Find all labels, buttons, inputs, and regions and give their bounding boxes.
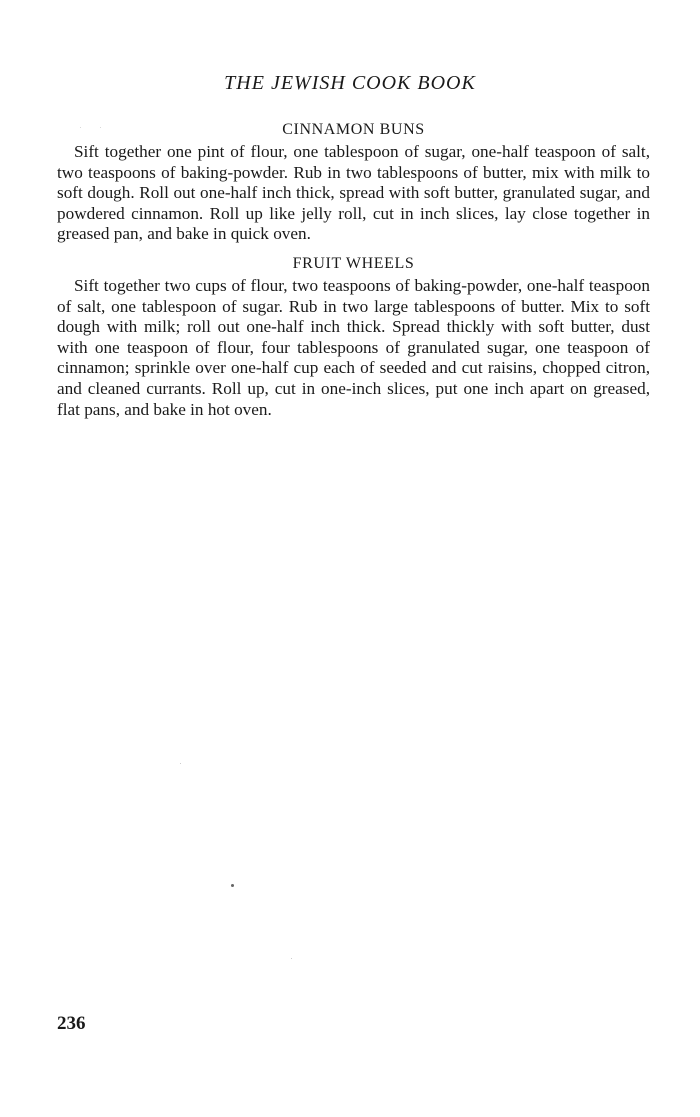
recipe-title: CINNAMON BUNS: [282, 121, 425, 138]
running-head: THE JEWISH COOK BOOK: [224, 72, 476, 94]
recipe-body: Sift together two cups of flour, two teaspoons of baking-powder, one-half teaspoon of salt, one tablespoon of sugar. Rub in two large tablespoons of butter. Mix to soft dough with milk; roll out one-half inch thick. Spread thickly with soft butter, dust with one teaspoon of flour, four tablespoons of granulated sugar, one teaspoon of cinnamon; sprinkle over one-half cup each of seeded and cut raisins, chopped citron, and cleaned currants. Roll up, cut in one-inch slices, put one inch apart on greased, flat pans, and bake in hot oven.: [57, 275, 650, 419]
recipe-title: FRUIT WHEELS: [292, 254, 415, 272]
recipe-body: Sift together one pint of flour, one tablespoon of sugar, one-half teaspoon of salt, two teaspoons of baking-powder. Rub in two tablespoons of butter, mix with milk to soft dough. Roll out one-half inch thick, spread with soft butter, granulated sugar, and powdered cinnamon. Roll up like jelly roll, cut in inch slices, lay close together in greased pan, and bake in quick oven.: [57, 142, 650, 244]
recipe-fruit-wheels: [57, 254, 650, 420]
recipe-cinnamon-buns: [57, 120, 650, 245]
page-number: 236: [57, 1013, 86, 1034]
print-speck: [180, 763, 181, 764]
page-content: [57, 120, 650, 420]
print-speck: [291, 958, 292, 959]
print-speck: [100, 127, 101, 128]
print-speck: [231, 884, 234, 887]
print-speck: [80, 127, 81, 128]
